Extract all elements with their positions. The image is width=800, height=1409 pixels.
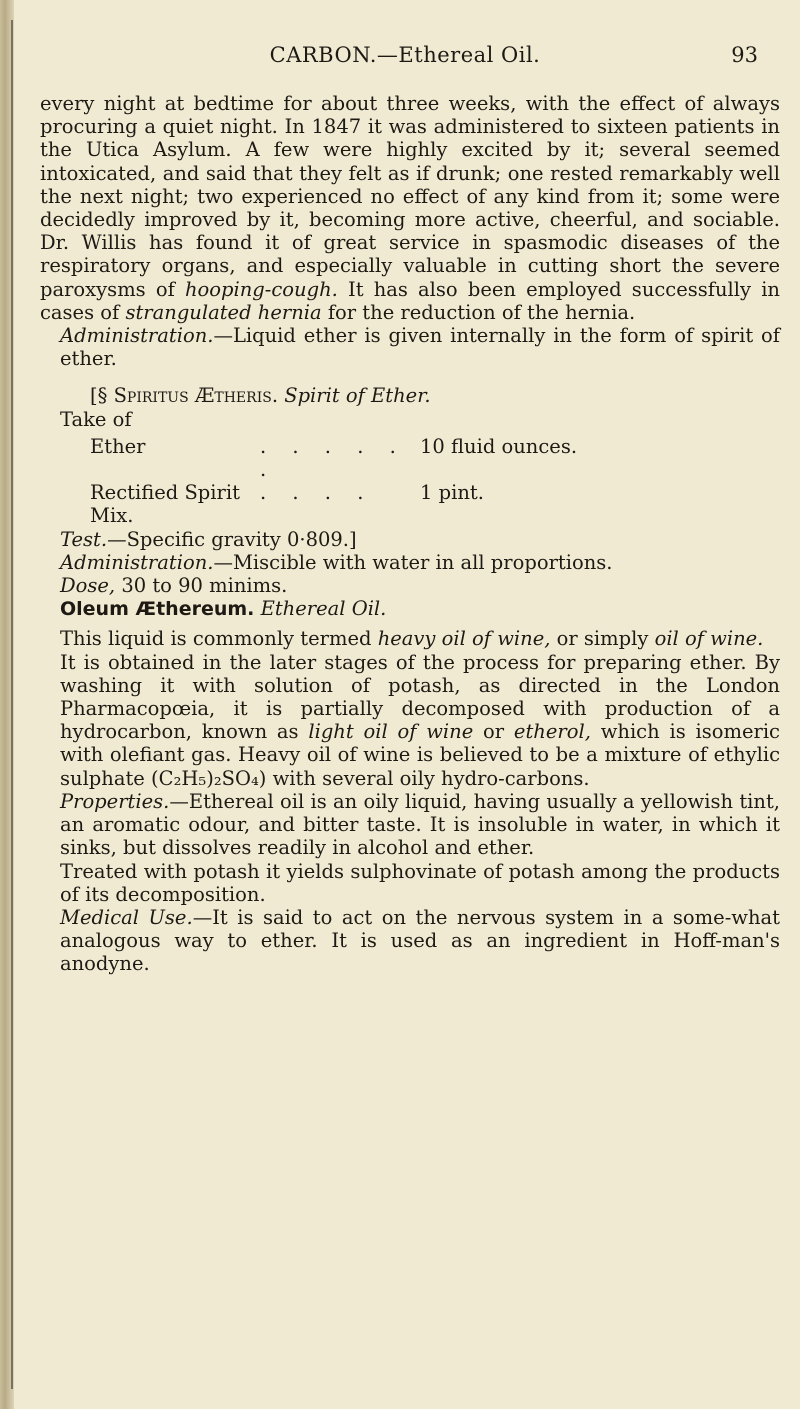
take-of-label: Take of [60,407,132,431]
oleum-heading [40,597,780,621]
oleum-p2-connector: or [473,720,514,744]
binding-shadow [11,20,13,1389]
strangulated-hernia-term: strangulated hernia [125,300,322,324]
ingredient-name: Rectified Spirit [90,481,240,505]
spiritus-administration-line [40,551,780,574]
test-line [40,528,780,551]
spiritus-administration-label: Administration. [60,550,214,574]
mix-instruction: Mix. [90,504,134,528]
spiritus-administration-text: —Miscible with water in all proportions. [213,550,613,574]
page-number: 93 [731,43,758,67]
leader-dots: . . . . . . [260,434,406,482]
intro-mid: It has also been employed successfully in cases of [40,277,780,324]
spiritus-latin-name: Spiritus Ætheris. [113,384,279,408]
properties-label: Properties. [60,789,170,813]
ingredient-quantity: 10 fluid ounces. [420,434,578,458]
running-title: CARBON.—Ethereal Oil. [269,43,541,67]
oleum-p2-middle: which is isomeric with olefiant gas. Heavy oil of wine is believed to be a mixture of ethylic sulphate [60,720,780,790]
recipe-row [40,435,780,481]
light-oil-term: light oil of wine [308,720,474,744]
medical-use-paragraph [40,906,780,976]
administration-text: —Liquid ether is given internally in the form of spirit of ether. [60,324,780,371]
properties-text: —Ethereal oil is an oily liquid, having usually a yellowish tint, an aromatic odour, and bitter taste. It is insoluble in water, in which it sinks, but dissolves readily in alcohol and ether. [60,789,780,860]
recipe-list [40,435,780,505]
medical-use-label: Medical Use. [60,905,193,929]
intro-text: every night at bedtime for about three weeks, with the effect of always procuring a quiet night. In 1847 it was administered to sixteen patients in the Utica Asylum. A few were highly excited by it; several seemed intoxicated, and said that they felt as if drunk; one rested remarkably well the next night; two experienced no effect of any kind from it; some were decidedly improved by it, becoming more active, cheerful, and sociable. Dr. Willis has found it of great service in spasmodic diseases of the respiratory organs, and especially valuable in cutting short the severe paroxysms of [40,92,780,301]
oleum-paragraph-2 [40,651,780,790]
administration-label: Administration. [60,324,214,348]
spiritus-english-name: Spirit of Ether. [284,384,431,408]
oleum-p2-tail: with several oily hydro-carbons. [266,766,590,790]
oleum-paragraph-1 [40,627,780,650]
leader-dots: . . . . [260,481,374,505]
spiritus-bracket: [§ [90,384,114,408]
oleum-title: Oleum Æthereum. [60,598,255,621]
properties-paragraph [40,790,780,860]
chemical-formula: (C₂H₅)₂SO₄) [151,766,267,790]
test-label: Test. [60,527,108,551]
running-header [40,35,770,75]
dose-label: Dose, [60,574,116,598]
oil-of-wine-term: oil of wine. [654,627,764,651]
dose-line [40,574,780,597]
etherol-term: etherol, [513,720,591,744]
hooping-cough-term: hooping-cough. [184,277,338,301]
administration-paragraph [40,324,780,370]
intro-tail: for the reduction of the hernia. [321,300,636,324]
oleum-english-name: Ethereal Oil. [260,597,387,621]
test-text: —Specific gravity 0·809.] [107,527,357,551]
oleum-p1-text: This liquid is commonly termed [60,627,378,651]
spiritus-heading [40,384,780,407]
oleum-p1-connector: or simply [550,627,655,651]
recipe-row [40,481,780,504]
ingredient-quantity: 1 pint. [420,481,484,505]
dose-text: 30 to 90 minims. [115,574,288,598]
medical-use-text: —It is said to act on the nervous system in a some-what analogous way to ether. It is used as an ingredient in Hoff-man's anodyne. [60,905,781,976]
oleum-p2-text: It is obtained in the later stages of the process for preparing ether. By washing it with solution of potash, as directed in the London Pharmacopœia, it is partially decomposed with production of a hydrocarbon, known as [60,650,780,744]
intro-paragraph [40,92,780,324]
ingredient-name: Ether [90,434,146,458]
treated-paragraph: Treated with potash it yields sulphovinate of potash among the products of its decomposition. [60,859,780,906]
page-body [40,92,780,976]
heavy-oil-term: heavy oil of wine, [377,627,551,651]
